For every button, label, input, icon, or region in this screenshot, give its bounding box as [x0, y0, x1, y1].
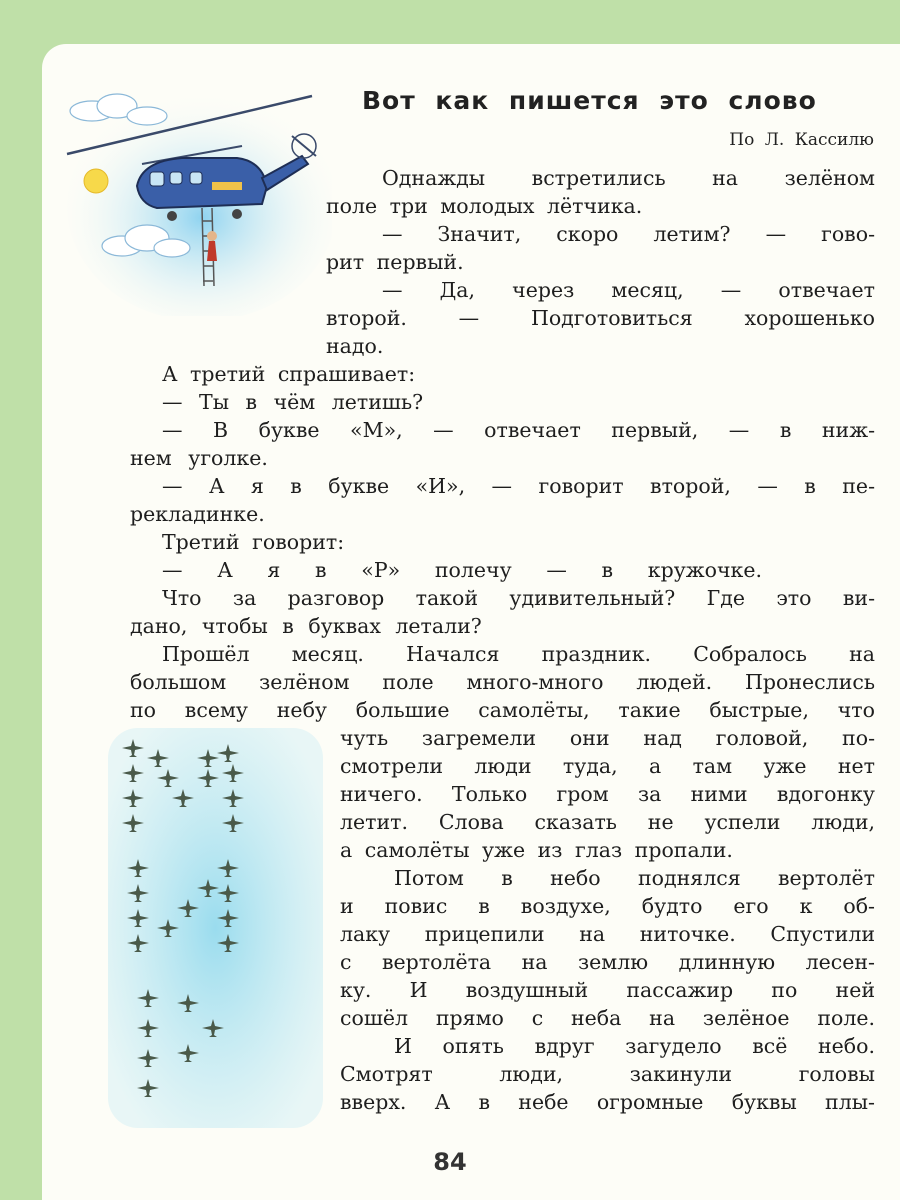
text-line: нем уголке.	[130, 446, 268, 470]
text-line: поле три молодых лётчика.	[326, 194, 643, 218]
text-line: — В букве «М», — отвечает первый, — в ниж-	[162, 418, 875, 442]
text-line: надо.	[326, 334, 384, 358]
text-line: — Значит, скоро летим? — гово-	[382, 222, 875, 246]
text-line: Потом в небо поднялся вертолёт	[394, 866, 875, 890]
page-number: 84	[433, 1148, 467, 1176]
text-line: и повис в воздухе, будто его к об-	[340, 894, 875, 918]
text-line: Смотрят люди, закинули головы	[340, 1062, 875, 1086]
text-line: Однажды встретились на зелёном	[382, 166, 875, 190]
text-line: с вертолёта на землю длинную лесен-	[340, 950, 875, 974]
text-line: А третий спрашивает:	[162, 362, 416, 386]
text-line: И опять вдруг загудело всё небо.	[394, 1034, 875, 1058]
text-line: ку. И воздушный пассажир по ней	[340, 978, 875, 1002]
text-line: — Ты в чём летишь?	[162, 390, 424, 414]
text-line: чуть загремели они над головой, по-	[340, 726, 875, 750]
text-line: — А я в букве «И», — говорит второй, — в пе-	[162, 474, 875, 498]
text-line: сошёл прямо с неба на зелёное поле.	[340, 1006, 875, 1030]
text-line: летит. Слова сказать не успели люди,	[340, 810, 875, 834]
text-line: Прошёл месяц. Начался праздник. Собралось на	[162, 642, 875, 666]
sun-icon	[84, 169, 108, 193]
text-line: второй. — Подготовиться хорошенько	[326, 306, 875, 330]
text-line: лаку прицепили на ниточке. Спустили	[340, 922, 875, 946]
text-line: смотрели люди туда, а там уже нет	[340, 754, 875, 778]
text-line: рекладинке.	[130, 502, 265, 526]
text-line: вверх. А в небе огромные буквы плы-	[340, 1090, 875, 1114]
text-line: рит первый.	[326, 250, 464, 274]
story-title: Вот как пишется это слово	[362, 86, 817, 115]
text-line: — А я в «Р» полечу — в кружочке.	[162, 558, 762, 582]
text-line: Третий говорит:	[162, 530, 345, 554]
text-line: дано, чтобы в буквах летали?	[130, 614, 482, 638]
text-line: Что за разговор такой удивительный? Где это ви-	[162, 586, 875, 610]
text-line: по всему небу большие самолёты, такие быстрые, что	[130, 698, 875, 722]
text-line: — Да, через месяц, — отвечает	[382, 278, 875, 302]
text-line: а самолёты уже из глаз пропали.	[340, 838, 733, 862]
story-author: По Л. Кассилю	[729, 130, 874, 150]
airplanes-letters-illustration	[108, 728, 323, 1128]
helicopter-illustration	[62, 86, 332, 316]
text-line: ничего. Только гром за ними вдогонку	[340, 782, 875, 806]
text-line: большом зелёном поле много-много людей. Пронеслись	[130, 670, 875, 694]
